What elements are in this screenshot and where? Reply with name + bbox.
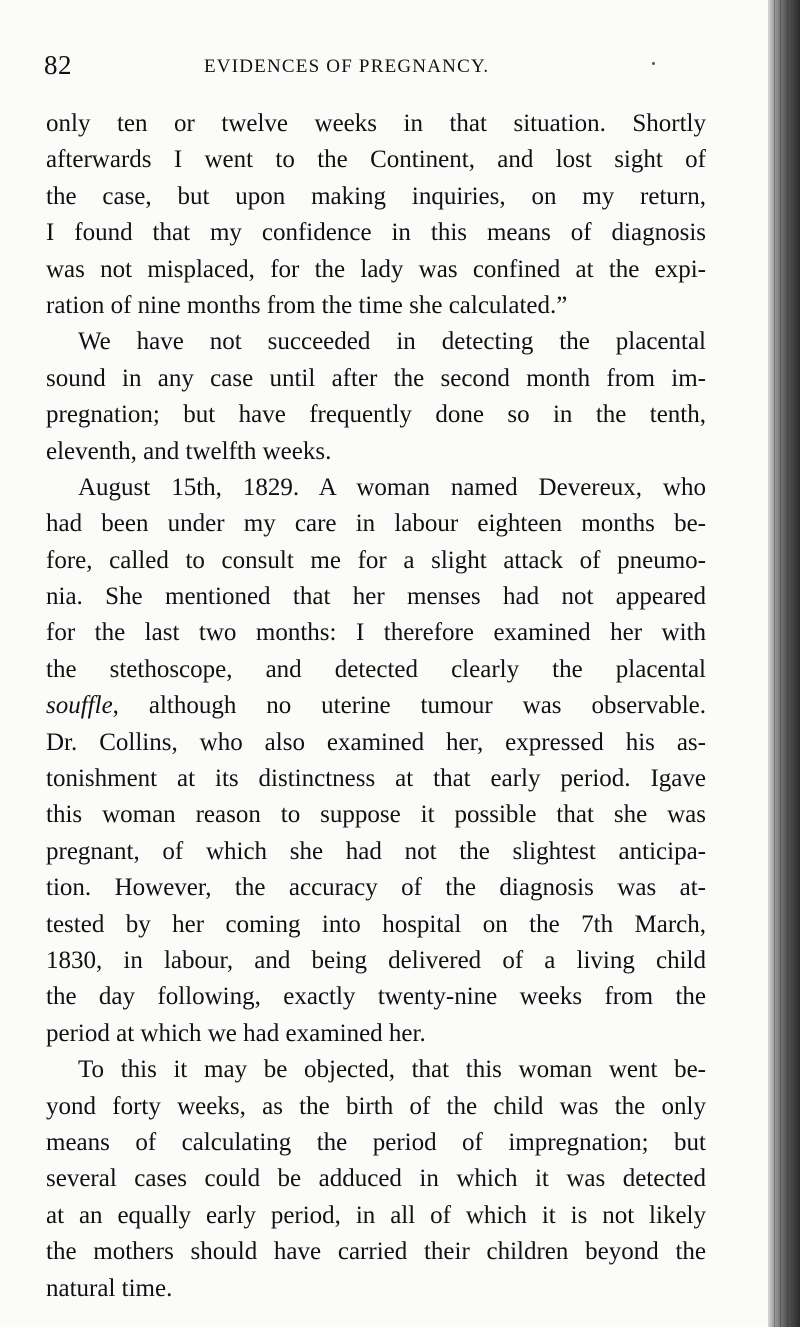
page-header: [44, 50, 704, 86]
text-line: had been under my care in labour eighteen months be-: [46, 510, 706, 538]
text-line: the stethoscope, and detected clearly the placental: [46, 655, 706, 683]
running-head: EVIDENCES OF PREGNANCY.: [204, 56, 490, 77]
text-line: eleventh, and twelfth weeks.: [46, 437, 332, 465]
text-line: sound in any case until after the second month from im-: [46, 364, 706, 392]
text-line-with-italic: [46, 688, 706, 724]
page-edge-line: [780, 0, 781, 1327]
text-line: Dr. Collins, who also examined her, expressed his as-: [46, 728, 706, 756]
text-line: fore, called to consult me for a slight attack of pneumo-: [46, 546, 706, 574]
text-line: pregnant, of which she had not the slightest anticipa-: [46, 837, 706, 865]
text-line: this woman reason to suppose it possible that she was: [46, 801, 706, 829]
page-edge-line: [787, 0, 788, 1327]
text-line: tested by her coming into hospital on the 7th March,: [46, 910, 706, 938]
text-line: only ten or twelve weeks in that situation. Shortly: [46, 110, 706, 137]
text-line: the case, but upon making inquiries, on my return,: [46, 182, 706, 210]
italic-term: souffle: [46, 692, 113, 720]
text-line: 1830, in labour, and being delivered of a living child: [46, 946, 706, 974]
page-edge-shadow: [768, 0, 800, 1327]
text-line: tonishment at its distinctness at that early period. Igave: [46, 765, 706, 793]
text-line: yond forty weeks, as the birth of the child was the only: [46, 1092, 706, 1120]
text-line: the mothers should have carried their children beyond the: [46, 1238, 706, 1266]
paragraph-start-line: August 15th, 1829. A woman named Devereux, who: [78, 473, 706, 501]
paragraph-start-line: We have not succeeded in detecting the placental: [78, 328, 706, 356]
text-line: nia. She mentioned that her menses had not appeared: [46, 583, 706, 611]
paragraph-start-line: To this it may be objected, that this woman went be-: [78, 1056, 706, 1084]
text-line: several cases could be adduced in which it was detected: [46, 1165, 706, 1193]
ink-speck: [652, 62, 655, 65]
text-line: natural time.: [46, 1274, 173, 1302]
text-line: at an equally early period, in all of which it is not likely: [46, 1201, 706, 1229]
text-line: afterwards I went to the Continent, and lost sight of: [46, 146, 706, 174]
page-edge-line: [774, 0, 775, 1327]
body-text: [46, 106, 706, 1307]
text-line: for the last two months: I therefore examined her with: [46, 619, 706, 647]
text-line: was not misplaced, for the lady was confined at the expi-: [46, 255, 706, 283]
text-line: pregnation; but have frequently done so in the tenth,: [46, 401, 706, 429]
text-line: I found that my confidence in this means of diagnosis: [46, 219, 706, 247]
text-line: means of calculating the period of impregnation; but: [46, 1128, 706, 1156]
text-fragment: , although no uterine tumour was observable.: [112, 692, 706, 720]
text-line: tion. However, the accuracy of the diagnosis was at-: [46, 874, 706, 902]
text-line: period at which we had examined her.: [46, 1019, 426, 1047]
text-line: the day following, exactly twenty-nine weeks from the: [46, 983, 706, 1011]
text-line: ration of nine months from the time she calculated.”: [46, 291, 568, 319]
page-number: 82: [44, 50, 72, 80]
